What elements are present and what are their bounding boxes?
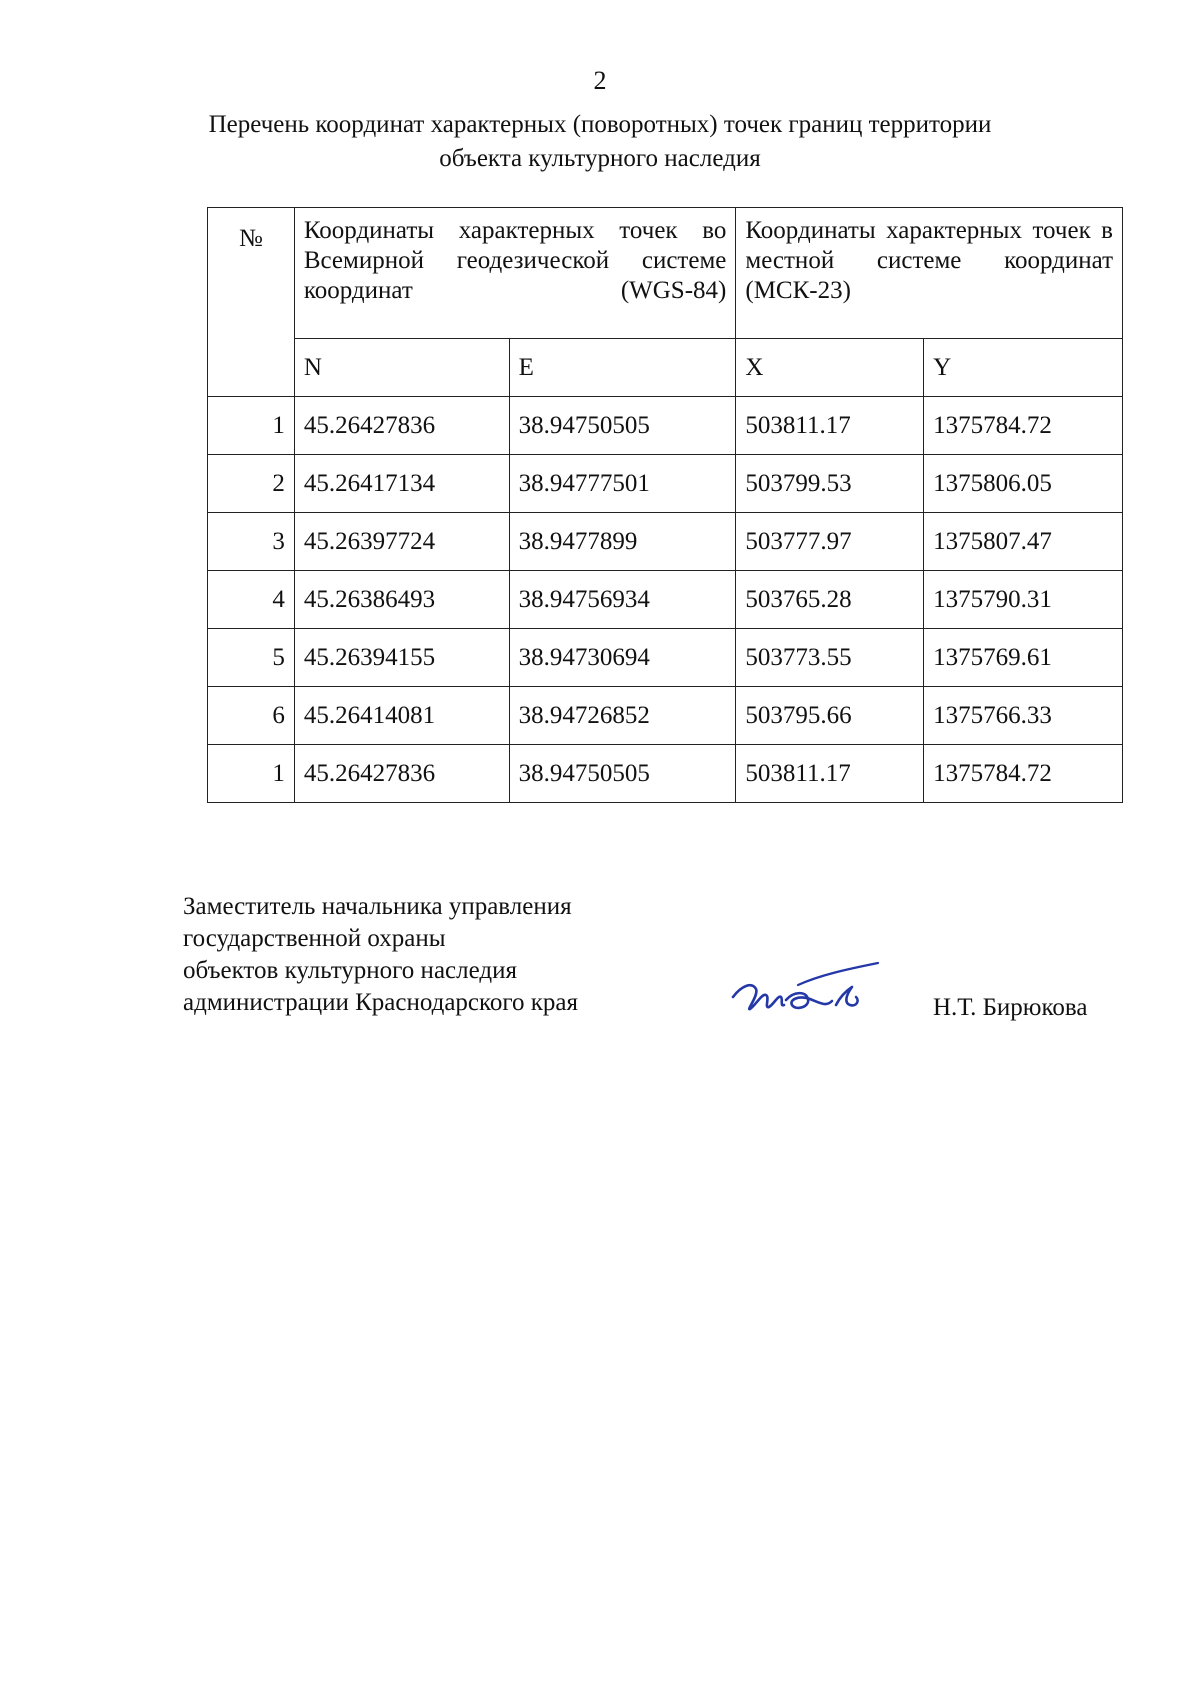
header-wgs84-group [294,208,736,339]
document-title-line-2: объекта культурного наследия [439,145,761,172]
table-row [208,455,1123,513]
header-n: N [294,339,509,397]
cell-point-number: 1 [208,397,295,455]
cell-point-number: 5 [208,629,295,687]
table-subheader-row [208,339,1123,397]
cell-point-number: 2 [208,455,295,513]
table-row [208,687,1123,745]
cell-y: 1375769.61 [924,629,1123,687]
table-row [208,745,1123,803]
cell-e: 38.94750505 [509,745,736,803]
table-row [208,513,1123,571]
cell-y: 1375807.47 [924,513,1123,571]
header-number: № [208,208,295,397]
cell-y: 1375806.05 [924,455,1123,513]
cell-y: 1375766.33 [924,687,1123,745]
table-row [208,397,1123,455]
coordinates-table [207,207,1123,803]
cell-e: 38.9477899 [509,513,736,571]
cell-e: 38.94730694 [509,629,736,687]
position-line-4: администрации Краснодарского края [183,989,579,1016]
document-title-line-1: Перечень координат характерных (поворотных) точек границ территории [208,111,992,138]
cell-x: 503773.55 [736,629,924,687]
cell-e: 38.94756934 [509,571,736,629]
header-e: E [509,339,736,397]
cell-n: 45.26394155 [294,629,509,687]
cell-e: 38.94777501 [509,455,736,513]
cell-x: 503795.66 [736,687,924,745]
cell-n: 45.26414081 [294,687,509,745]
cell-x: 503811.17 [736,397,924,455]
position-line-3: объектов культурного наследия [183,957,517,984]
table-row [208,571,1123,629]
cell-y: 1375784.72 [924,745,1123,803]
position-line-2: государственной охраны [183,925,446,952]
handwritten-signature [728,955,888,1035]
header-msk23-group [736,208,1123,339]
cell-x: 503765.28 [736,571,924,629]
signer-name: Н.Т. Бирюкова [933,994,1088,1021]
cell-e: 38.94726852 [509,687,736,745]
table-header-row [208,208,1123,339]
cell-x: 503777.97 [736,513,924,571]
page-number: 2 [593,66,607,95]
header-msk23-text: Координаты характерных точек в местной системе координат (МСК-23) [745,217,1113,304]
cell-e: 38.94750505 [509,397,736,455]
cell-n: 45.26417134 [294,455,509,513]
table-row [208,629,1123,687]
cell-y: 1375784.72 [924,397,1123,455]
header-wgs84-text: Координаты характерных точек во Всемирной геодезической системе координат (WGS-84) [303,217,727,304]
cell-point-number: 1 [208,745,295,803]
cell-point-number: 3 [208,513,295,571]
cell-n: 45.26427836 [294,745,509,803]
header-y: Y [924,339,1123,397]
header-x: X [736,339,924,397]
cell-x: 503799.53 [736,455,924,513]
position-line-1: Заместитель начальника управления [183,893,572,920]
cell-n: 45.26397724 [294,513,509,571]
document-title [150,108,1050,176]
cell-x: 503811.17 [736,745,924,803]
cell-point-number: 6 [208,687,295,745]
cell-n: 45.26386493 [294,571,509,629]
cell-y: 1375790.31 [924,571,1123,629]
cell-point-number: 4 [208,571,295,629]
signatory-position [183,891,578,1019]
cell-n: 45.26427836 [294,397,509,455]
